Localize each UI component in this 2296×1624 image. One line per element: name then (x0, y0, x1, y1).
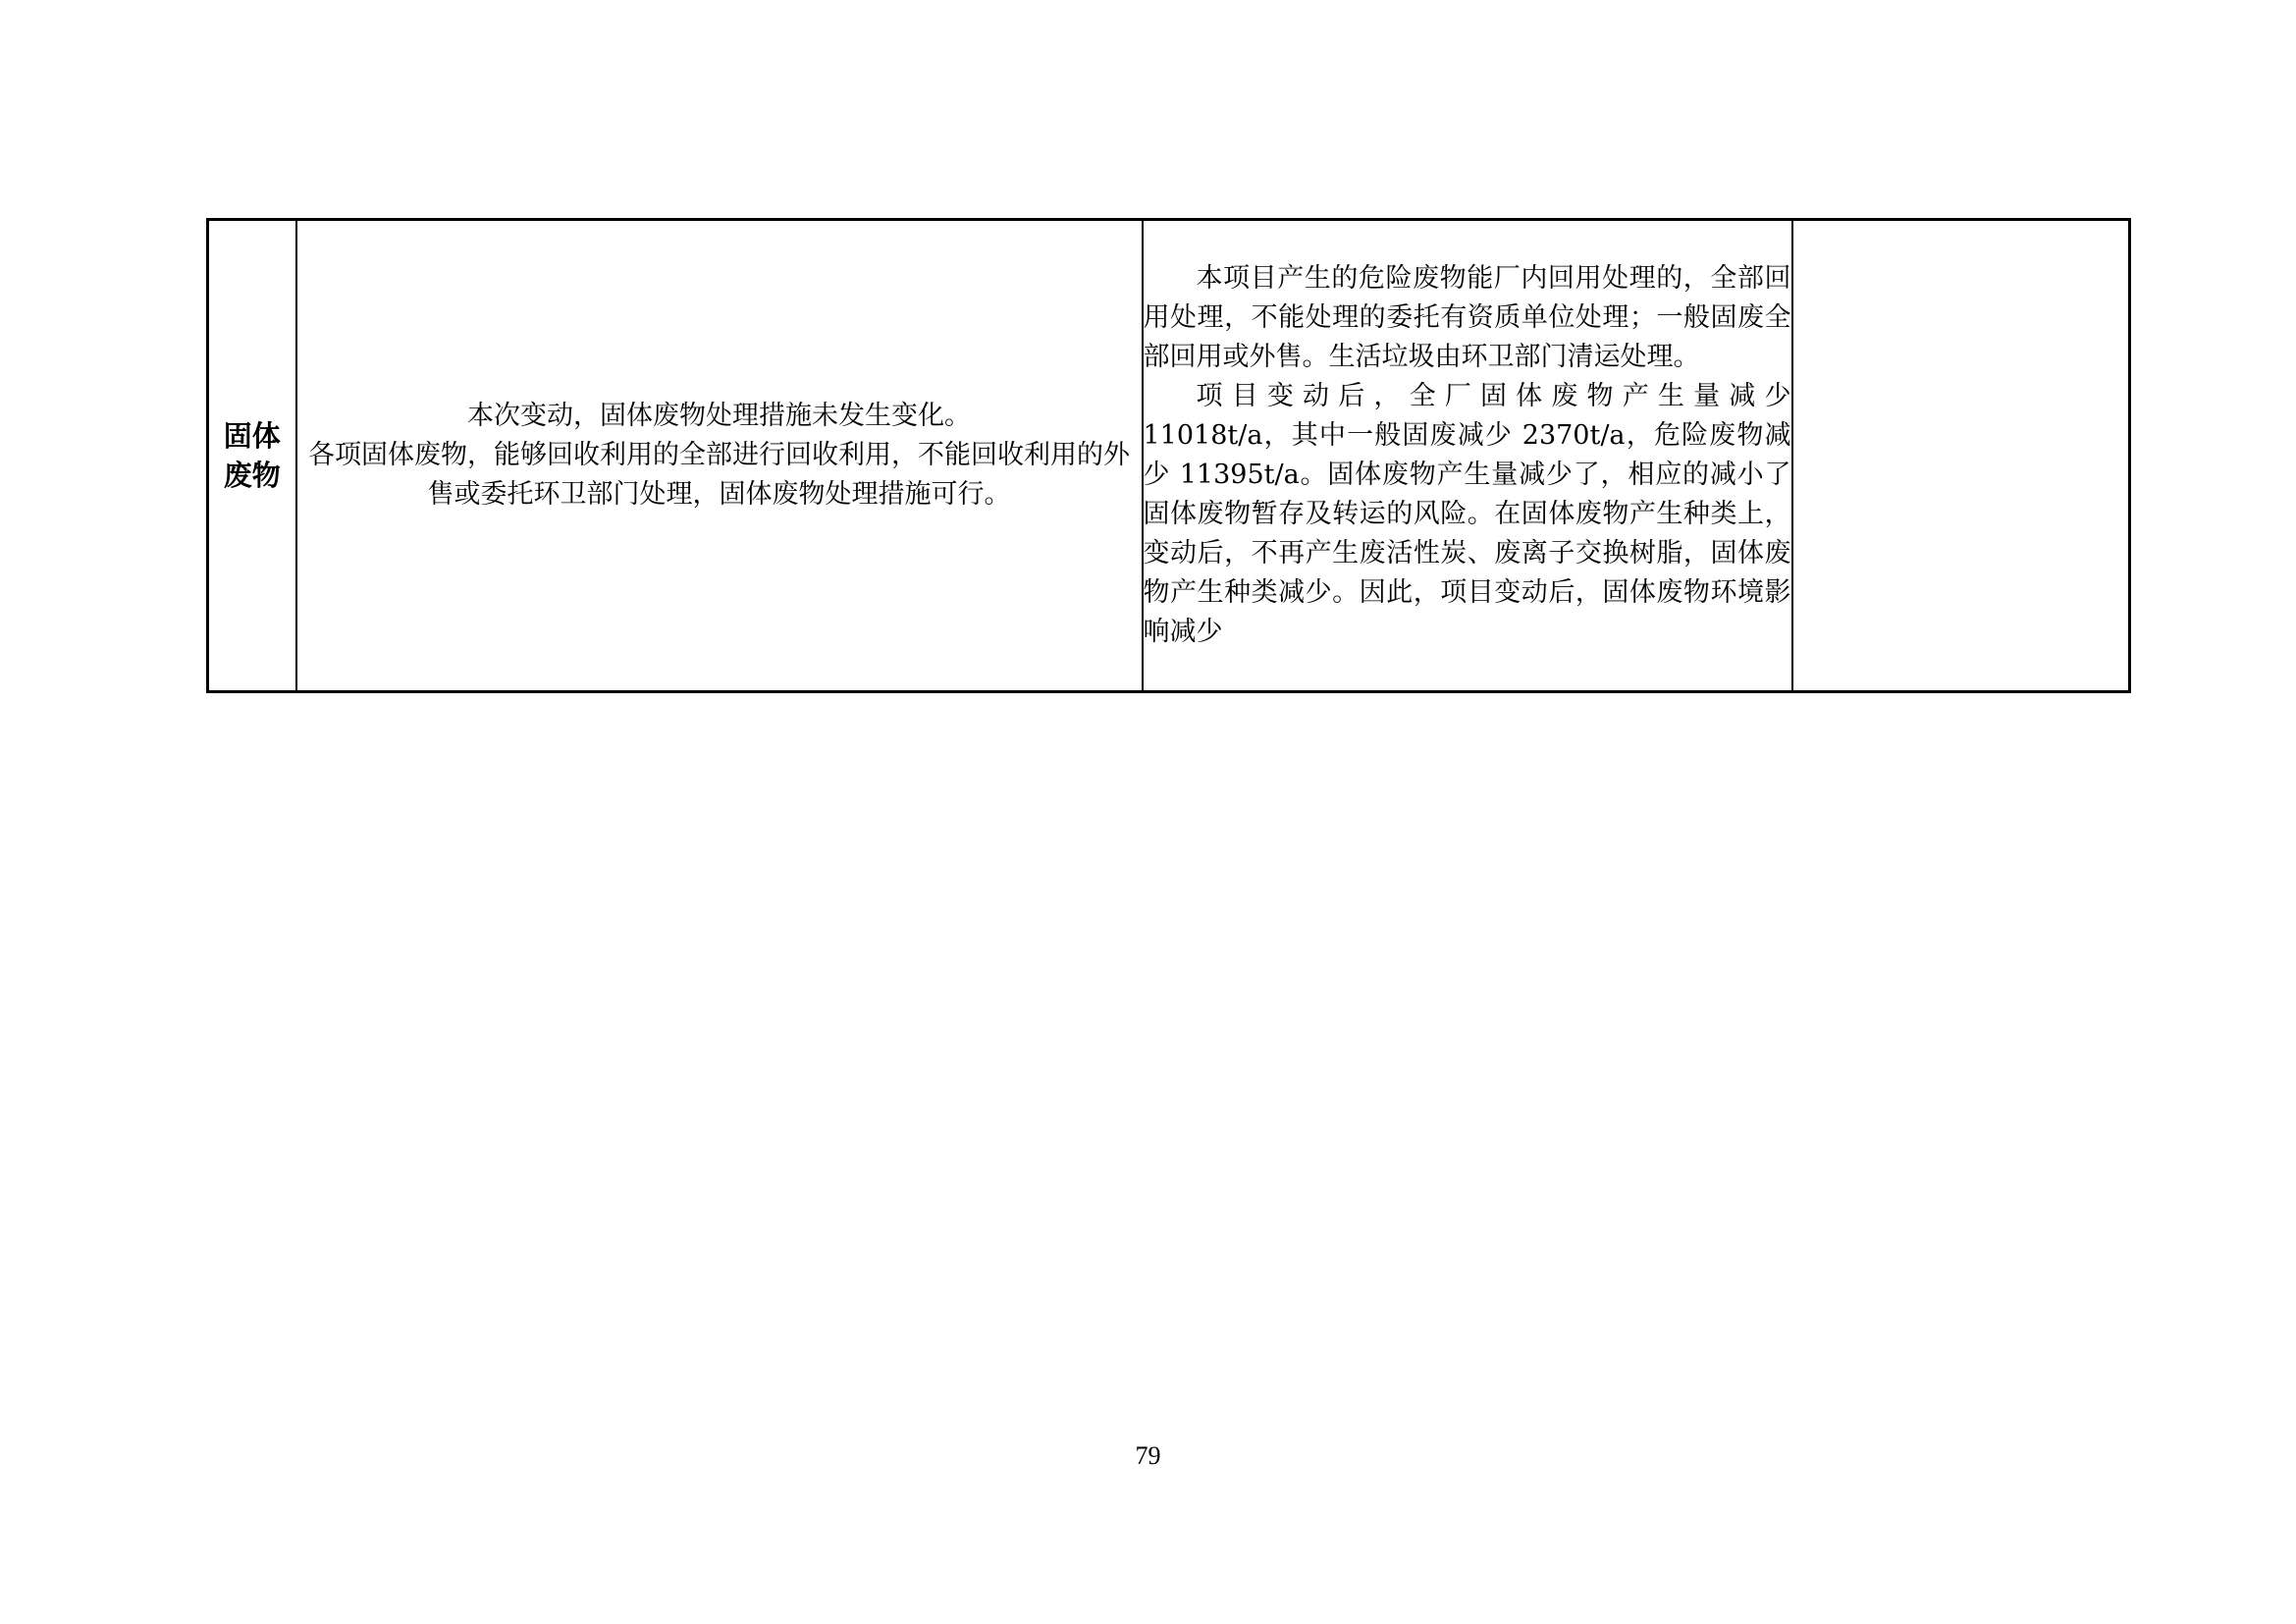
change-paragraph: 本次变动，固体废物处理措施未发生变化。 (467, 401, 971, 431)
impact-analysis-cell (1143, 220, 1792, 692)
page-number: 79 (1135, 1441, 1161, 1470)
change-paragraph: 各项固体废物，能够回收利用的全部进行回收利用，不能回收利用的外售或委托环卫部门处理，固体废物处理措施可行。 (308, 440, 1130, 510)
table-row (208, 220, 2130, 692)
category-label-line1: 固体 (223, 419, 281, 453)
analysis-paragraph: 本项目产生的危险废物能厂内回用处理的，全部回用处理，不能处理的委托有资质单位处理；一般固废全部回用或外售。生活垃圾由环卫部门清运处理。 (1143, 263, 1791, 372)
change-description-cell (296, 220, 1143, 692)
remark-cell (1792, 220, 2130, 692)
category-cell (208, 220, 296, 692)
analysis-paragraph: 项目变动后，全厂固体废物产生量减少11018t/a，其中一般固废减少 2370t/a，危险废物减少 11395t/a。固体废物产生量减少了，相应的减小了固体废物暂存及转运的风险。在固体废物产生种类上，变动后，不再产生废活性炭、废离子交换树脂，固体废物产生种类减少。因此，项目变动后，固体废物环境影响减少 (1143, 381, 1791, 647)
category-label-line2: 废物 (223, 459, 281, 492)
assessment-table (206, 218, 2131, 693)
